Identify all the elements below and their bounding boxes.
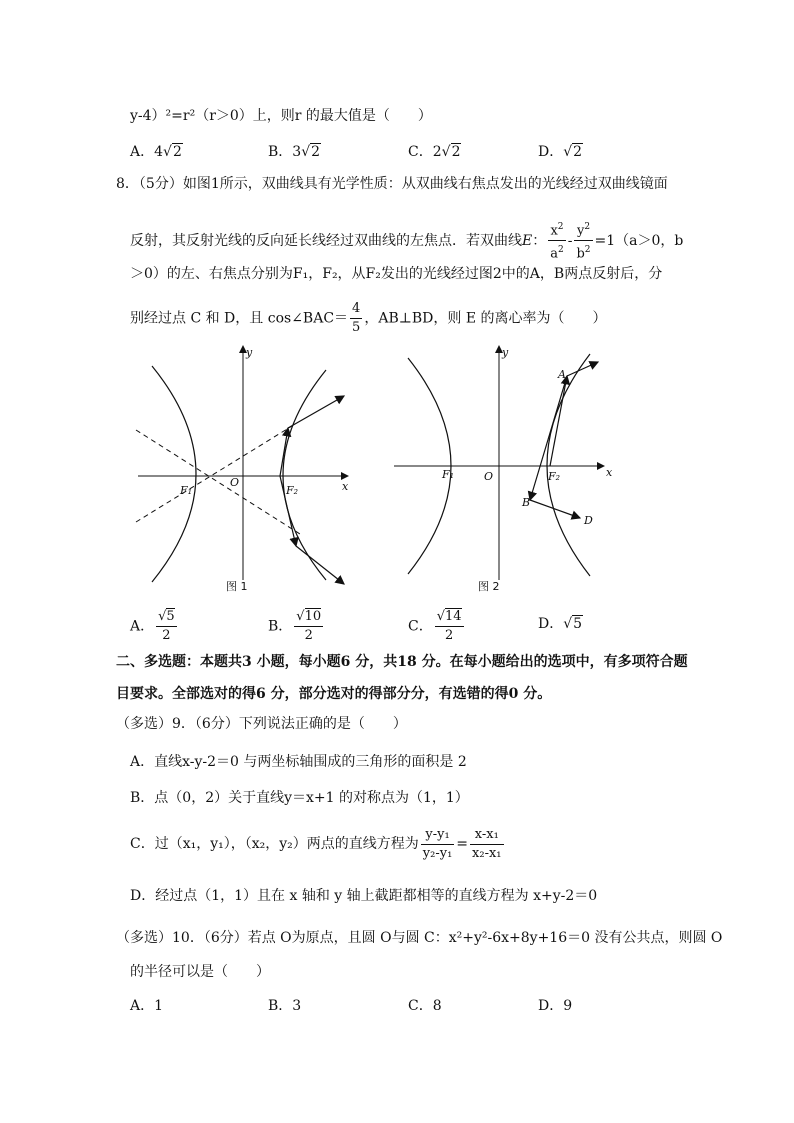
ray-b-to-d [530, 500, 580, 518]
ray-up-reflect [288, 396, 344, 428]
dashed-line-2 [136, 426, 292, 522]
fig2-y-label: y [502, 346, 509, 359]
q10-line1: （多选）10．（6分）若点 O为原点，且圆 O与圆 C：x²+y²-6x+8y+16＝0 没有公共点，则圆 O [116, 930, 723, 946]
figure-2 [390, 340, 620, 600]
figure-1 [130, 340, 360, 600]
fig2-d-label: D [584, 514, 593, 527]
q7-option-c[interactable]: C．2√2 [408, 144, 461, 160]
dashed-line-1 [136, 430, 300, 534]
q7-option-b[interactable]: B．3√2 [268, 144, 321, 160]
sqrt-symbol: √2 [441, 144, 461, 160]
option-fraction: $\frac{√5}{2}$ [158, 609, 175, 643]
q7-option-a[interactable]: A．4√2 [130, 144, 182, 160]
fig2-x-label: x [606, 466, 613, 479]
q10-option-a[interactable]: A．1 [130, 998, 164, 1014]
c-fraction-left: $\frac{\text{y-y₁}}{\text{y₂-y₁}}$ [422, 826, 453, 861]
q8-line3: ＞0）的左、右焦点分别为F₁，F₂，从F₂发出的光线经过图2中的A，B两点反射后，分 [130, 266, 663, 282]
sqrt-symbol: √2 [301, 144, 321, 160]
y-fraction: $\frac{y^2}{b^2}$ [574, 218, 592, 264]
option-fraction: $\frac{√10}{2}$ [296, 609, 322, 643]
hyperbola-left-branch [152, 366, 196, 582]
q8-line2: 反射，其反射光线的反向延长线经过双曲线的左焦点．若双曲线E： $\frac{x^2}{a^2}$ - $\frac{y^2}{b^2}$ =1（a＞0，b [130, 218, 683, 264]
q7-tail-text: y-4）²=r²（r＞0）上，则r 的最大值是（ ） [130, 108, 432, 124]
x-fraction: $\frac{x^2}{a^2}$ [548, 218, 566, 264]
q10-option-d[interactable]: D．9 [538, 998, 573, 1014]
section2-line2: 目要求。全部选对的得6 分，部分选对的得部分分，有选错的得0 分。 [116, 686, 552, 702]
fig2-f2-label: F₂ [548, 470, 561, 483]
q10-line2: 的半径可以是（ ） [130, 964, 270, 980]
ray-f2-up [280, 428, 288, 476]
q9-option-b[interactable]: B．点（0，2）关于直线y＝x+1 的对称点为（1，1） [130, 790, 469, 806]
fig2-a-label: A [558, 368, 566, 381]
fig1-y-label: y [246, 346, 253, 359]
fig2-f1-label: F₁ [442, 468, 455, 481]
q7-option-d[interactable]: D．√2 [538, 144, 583, 160]
q8-option-b[interactable]: B． $\frac{√10}{2}$ [268, 609, 322, 643]
fig2-caption: 图 2 [478, 580, 500, 593]
fig1-x-label: x [342, 480, 349, 493]
sqrt-symbol: √5 [563, 616, 583, 632]
q8-option-d[interactable]: D．√5 [538, 616, 583, 632]
hyperbola-right-branch [283, 370, 326, 580]
q9-stem: （多选）9．（6分）下列说法正确的是（ ） [116, 716, 407, 732]
fig1-origin-label: O [230, 476, 240, 489]
hyperbola-right-branch [547, 354, 590, 576]
sqrt-symbol: √2 [163, 144, 182, 160]
q8-line1: 8．（5分）如图1所示，双曲线具有光学性质：从双曲线右焦点发出的光线经过双曲线镜面 [116, 176, 668, 192]
cos-fraction: $\frac{4}{5}$ [352, 301, 361, 335]
q8-line4: 别经过点 C 和 D，且 cos∠BAC＝ $\frac{4}{5}$ ，AB⊥BD，则 E 的离心率为（ ） [130, 301, 607, 335]
c-fraction-right: $\frac{\text{x-x₁}}{\text{x₂-x₁}}$ [472, 826, 502, 861]
q8-option-c[interactable]: C． $\frac{√14}{2}$ [408, 609, 462, 643]
q10-option-b[interactable]: B．3 [268, 998, 302, 1014]
fig1-f1-label: F₁ [180, 484, 193, 497]
q10-option-c[interactable]: C．8 [408, 998, 442, 1014]
q9-option-c[interactable]: C．过（x₁，y₁），（x₂，y₂）两点的直线方程为 $\frac{\text{y-y₁}}{\text{y₂-y₁}}$ = $\frac{\text{x-x₁}}{\text{x₂-x₁}}$ [130, 826, 502, 861]
fig1-caption: 图 1 [226, 580, 248, 593]
ray-f2-to-a [550, 376, 567, 466]
fig2-b-label: B [522, 496, 531, 509]
q9-option-a[interactable]: A．直线x-y-2＝0 与两坐标轴围成的三角形的面积是 2 [130, 754, 467, 770]
section2-line1: 二、多选题：本题共3 小题，每小题6 分，共18 分。在每小题给出的选项中，有多项符合题 [116, 654, 688, 670]
option-fraction: $\frac{√14}{2}$ [436, 609, 462, 643]
q9-option-d[interactable]: D．经过点（1，1）且在 x 轴和 y 轴上截距都相等的直线方程为 x+y-2＝0 [130, 888, 598, 904]
q8-option-a[interactable]: A． $\frac{√5}{2}$ [130, 609, 175, 643]
ray-down-reflect [296, 546, 344, 584]
fig2-origin-label: O [484, 470, 494, 483]
fig1-f2-label: F₂ [286, 484, 299, 497]
sqrt-symbol: √2 [563, 144, 583, 160]
